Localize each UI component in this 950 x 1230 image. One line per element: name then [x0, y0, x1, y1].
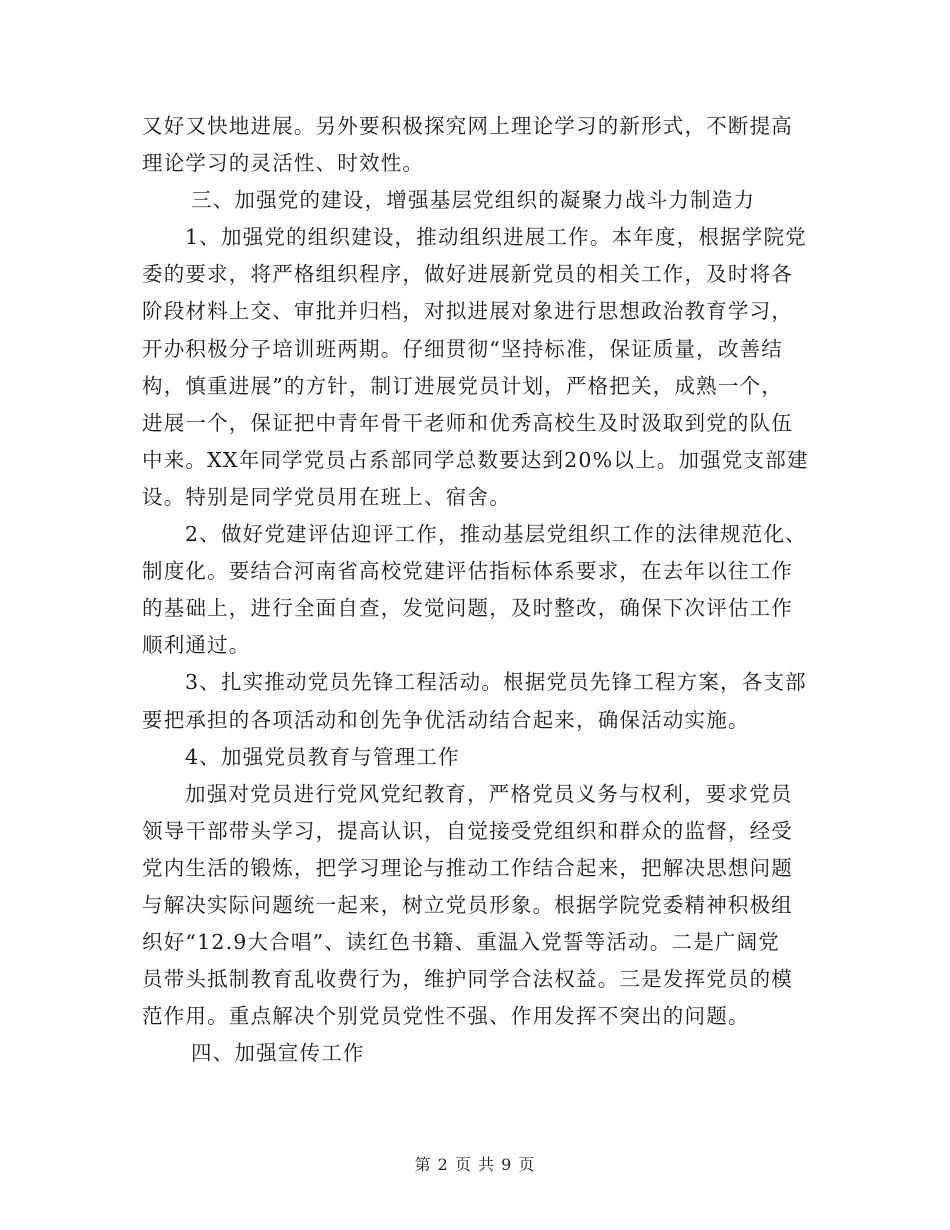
page-number-footer: 第 2 页 共 9 页: [414, 1155, 536, 1174]
paragraph-start: 加强对党员进行党风党纪教育，严格党员义务与权利，要求党员: [185, 781, 793, 806]
text-line: 领导干部带头学习，提高认识，自觉接受党组织和群众的监督，经受: [142, 818, 793, 843]
section-heading: 三、加强党的建设，增强基层党组织的凝聚力战斗力制造力: [191, 188, 756, 213]
text-line: 中来。XX年同学党员占系部同学总数要达到20%以上。加强党支部建: [142, 447, 809, 472]
text-line: 进展一个，保证把中青年骨干老师和优秀高校生及时汲取到党的队伍: [142, 410, 793, 435]
text-line: 委的要求，将严格组织程序，做好进展新党员的相关工作，及时将各: [142, 262, 793, 287]
text-line: 织好“12.9大合唱”、读红色书籍、重温入党誓等活动。二是广阔党: [142, 930, 781, 955]
subsection-heading: 4、加强党员教育与管理工作: [185, 744, 460, 769]
paragraph-start: 3、扎实推动党员先锋工程活动。根据党员先锋工程方案，各支部: [185, 670, 807, 695]
text-line: 员带头抵制教育乱收费行为，维护同学合法权益。三是发挥党员的模: [142, 967, 793, 992]
text-line: 范作用。重点解决个别党员党性不强、作用发挥不突出的问题。: [142, 1004, 750, 1029]
text-line: 设。特别是同学党员用在班上、宿舍。: [142, 484, 511, 509]
text-line: 又好又快地进展。另外要积极探究网上理论学习的新形式，不断提高: [142, 114, 793, 138]
text-line: 顺利通过。: [142, 633, 251, 658]
text-line: 构，慎重进展”的方针，制订进展党员计划，严格把关，成熟一个，: [142, 373, 783, 398]
text-line: 理论学习的灵活性、时效性。: [142, 151, 425, 176]
paragraph-start: 1、加强党的组织建设，推动组织进展工作。本年度，根据学院党: [185, 225, 807, 250]
text-line: 开办积极分子培训班两期。仔细贯彻“坚持标准，保证质量，改善结: [142, 336, 783, 361]
section-heading: 四、加强宣传工作: [191, 1041, 365, 1066]
text-line: 阶段材料上交、审批并归档，对拟进展对象进行思想政治教育学习，: [142, 299, 793, 324]
text-line: 的基础上，进行全面自查，发觉问题，及时整改，确保下次评估工作: [142, 596, 793, 621]
text-line: 制度化。要结合河南省高校党建评估指标体系要求，在去年以往工作: [142, 559, 793, 584]
text-line: 党内生活的锻炼，把学习理论与推动工作结合起来，把解决思想问题: [142, 855, 793, 880]
paragraph-start: 2、做好党建评估迎评工作，推动基层党组织工作的法律规范化、: [185, 522, 807, 547]
document-body: [142, 108, 812, 1072]
text-line: 要把承担的各项活动和创先争优活动结合起来，确保活动实施。: [142, 707, 750, 732]
text-line: 与解决实际问题统一起来，树立党员形象。根据学院党委精神积极组: [142, 892, 793, 917]
